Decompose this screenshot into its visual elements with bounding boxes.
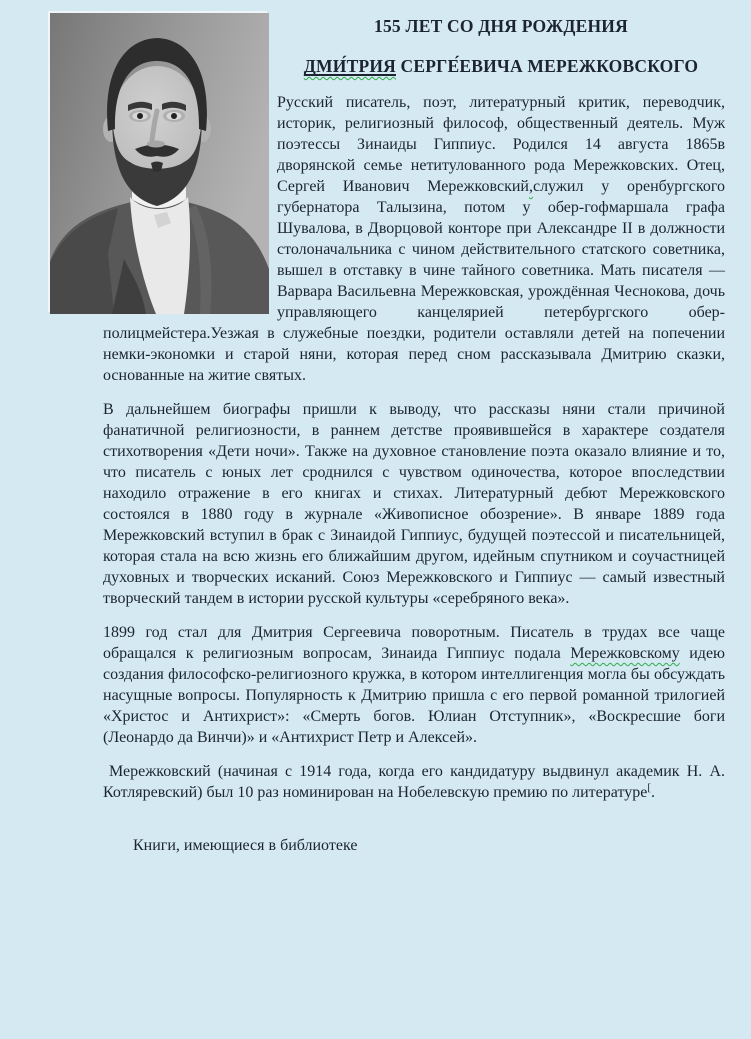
paragraph-biography-3 [103,622,725,748]
anniversary-title: 155 ЛЕТ СО ДНЯ РОЖДЕНИЯ [374,16,628,36]
person-first-name-underlined [304,56,396,76]
spellcheck-squiggle: ДМИ́ТРИЯ [303,56,396,76]
bio1-text-b: служил у оренбургского губернатора Талызина, потом у обер-гофмаршала графа Шувалова, в Дворцовой конторе при Александре II в должности столоначальника с чином действительного статского советника, вышел в отставку в чине тайного советника. Мать писателя — Варвара Васильевна Мережковская, урождённая Чеснокова, дочь управляющего канцелярией петербургского обер-полицмейстера.Уезжая в служебные поездки, родители оставляли детей на попечении немки-экономки и старой няни, которая перед сном рассказывала Дмитрию сказки, основанные на житие святых. [103,178,725,384]
nobel-text-end: . [651,784,656,801]
library-books-heading: Книги, имеющиеся в библиотеке [133,837,358,854]
footnote-mark: [ [647,781,652,794]
paragraph-biography-2: В дальнейшем биографы пришли к выводу, что рассказы няни стали причиной фанатичной религиозности, в раннем детстве проявившейся в характере создателя стихотворения «Дети ночи». Также на духовное становление поэта оказало влияние и то, что писатель с юных лет сроднился с чувством одиночества, которое впоследствии находило отражение в его книгах и стихах. Литературный дебют Мережковского состоялся в 1880 году в журнале «Живописное обозрение». В январе 1889 года Мережковский вступил в брак с Зинаидой Гиппиус, будущей поэтессой и писательницей, которая стала на всю жизнь его ближайшим другом, идейным спутником и соучастницей духовных и творческих исканий. Союз Мережковского и Гиппиус — самый известный творческий тандем в истории русской культуры «серебряного века». [103,401,725,607]
nobel-text: Мережковский (начиная с 1914 года, когда его кандидатуру выдвинул академик Н. А. Котляревский) был 10 раз номинирован на Нобелевскую премию по литературе [103,763,725,801]
paragraph-nobel-nominations [103,761,725,803]
portrait-photo [48,11,267,312]
bio3-text-a: 1899 год стал для Дмитрия Сергеевича поворотным. Писатель в трудах все чаще обращался к религиозным вопросам, Зинаида Гиппиус подала [103,624,725,662]
document-page [103,15,725,856]
bio3-text-b: идею создания философско-религиозного кружка, в котором интеллигенция могла бы обсуждать насущные вопросы. Популярность к Дмитрию пришла с его первой романной трилогией «Христос и Антихрист»: «Смерть богов. Юлиан Отступник», «Воскресшие боги (Леонардо да Винчи)» и «Антихрист Петр и Алексей». [103,645,725,746]
bio1-text-a: Русский писатель, поэт, литературный критик, переводчик, историк, религиозный философ, общественный деятель. Муж поэтессы Зинаиды Гиппиус. Родился 14 августа 1865в дворянской семье нетитулованного рода Мережковских. Отец, Сергей Иванович Мережковский [277,94,725,195]
spellcheck-squiggle: , [528,178,533,195]
person-name-rest: СЕРГЕ́ЕВИЧА МЕРЕЖКОВСКОГО [395,56,699,76]
spellcheck-squiggle: Мережковскому [570,645,680,662]
portrait-illustration [50,13,269,314]
